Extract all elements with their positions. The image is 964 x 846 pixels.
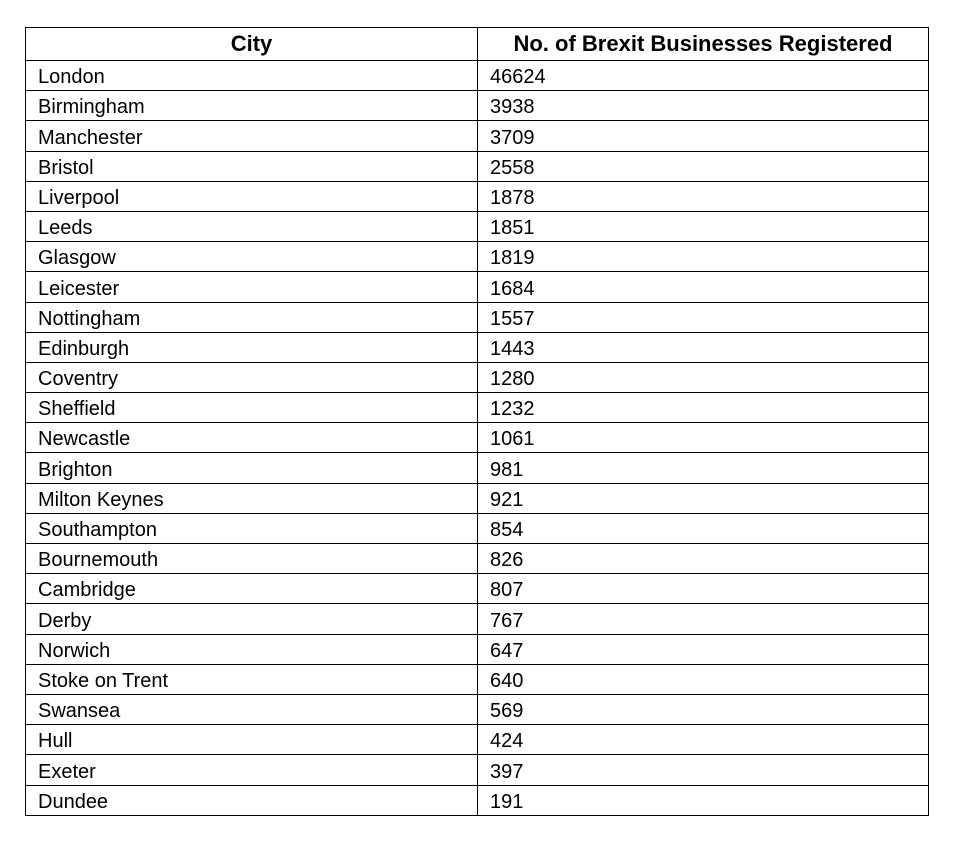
column-header-city: City — [26, 28, 478, 61]
city-cell: Leicester — [26, 272, 478, 302]
count-cell: 397 — [478, 755, 929, 785]
city-cell: Dundee — [26, 785, 478, 815]
city-cell: Coventry — [26, 362, 478, 392]
table-row — [26, 61, 929, 91]
table-row — [26, 362, 929, 392]
table-row — [26, 121, 929, 151]
city-cell: Manchester — [26, 121, 478, 151]
count-cell: 826 — [478, 544, 929, 574]
table-row — [26, 302, 929, 332]
count-cell: 921 — [478, 483, 929, 513]
table-row — [26, 694, 929, 724]
table-row — [26, 755, 929, 785]
brexit-businesses-table — [25, 27, 929, 816]
count-cell: 640 — [478, 664, 929, 694]
city-cell: Milton Keynes — [26, 483, 478, 513]
table-body — [26, 61, 929, 816]
city-cell: London — [26, 61, 478, 91]
count-cell: 1557 — [478, 302, 929, 332]
count-cell: 647 — [478, 634, 929, 664]
count-cell: 191 — [478, 785, 929, 815]
count-cell: 981 — [478, 453, 929, 483]
city-cell: Liverpool — [26, 181, 478, 211]
table-row — [26, 513, 929, 543]
table-row — [26, 393, 929, 423]
table-row — [26, 604, 929, 634]
column-header-count: No. of Brexit Businesses Registered — [478, 28, 929, 61]
count-cell: 1280 — [478, 362, 929, 392]
table-row — [26, 725, 929, 755]
city-cell: Nottingham — [26, 302, 478, 332]
table-row — [26, 785, 929, 815]
table-row — [26, 634, 929, 664]
city-cell: Glasgow — [26, 242, 478, 272]
count-cell: 807 — [478, 574, 929, 604]
count-cell: 2558 — [478, 151, 929, 181]
count-cell: 1061 — [478, 423, 929, 453]
city-cell: Norwich — [26, 634, 478, 664]
city-cell: Stoke on Trent — [26, 664, 478, 694]
city-cell: Newcastle — [26, 423, 478, 453]
city-cell: Cambridge — [26, 574, 478, 604]
count-cell: 3709 — [478, 121, 929, 151]
count-cell: 3938 — [478, 91, 929, 121]
city-cell: Derby — [26, 604, 478, 634]
count-cell: 1851 — [478, 211, 929, 241]
count-cell: 1819 — [478, 242, 929, 272]
city-cell: Swansea — [26, 694, 478, 724]
table-row — [26, 483, 929, 513]
city-cell: Hull — [26, 725, 478, 755]
count-cell: 46624 — [478, 61, 929, 91]
table-row — [26, 91, 929, 121]
table-row — [26, 272, 929, 302]
table-row — [26, 151, 929, 181]
count-cell: 1878 — [478, 181, 929, 211]
city-cell: Edinburgh — [26, 332, 478, 362]
count-cell: 424 — [478, 725, 929, 755]
city-cell: Leeds — [26, 211, 478, 241]
city-cell: Exeter — [26, 755, 478, 785]
count-cell: 1232 — [478, 393, 929, 423]
city-cell: Brighton — [26, 453, 478, 483]
table-row — [26, 181, 929, 211]
table-row — [26, 664, 929, 694]
count-cell: 569 — [478, 694, 929, 724]
table-row — [26, 332, 929, 362]
header-row — [26, 28, 929, 61]
city-cell: Birmingham — [26, 91, 478, 121]
table-row — [26, 574, 929, 604]
city-cell: Bristol — [26, 151, 478, 181]
count-cell: 1443 — [478, 332, 929, 362]
table-row — [26, 544, 929, 574]
table-row — [26, 242, 929, 272]
data-table-container — [25, 27, 929, 816]
city-cell: Bournemouth — [26, 544, 478, 574]
table-row — [26, 423, 929, 453]
city-cell: Sheffield — [26, 393, 478, 423]
count-cell: 1684 — [478, 272, 929, 302]
count-cell: 854 — [478, 513, 929, 543]
city-cell: Southampton — [26, 513, 478, 543]
table-row — [26, 211, 929, 241]
count-cell: 767 — [478, 604, 929, 634]
table-row — [26, 453, 929, 483]
